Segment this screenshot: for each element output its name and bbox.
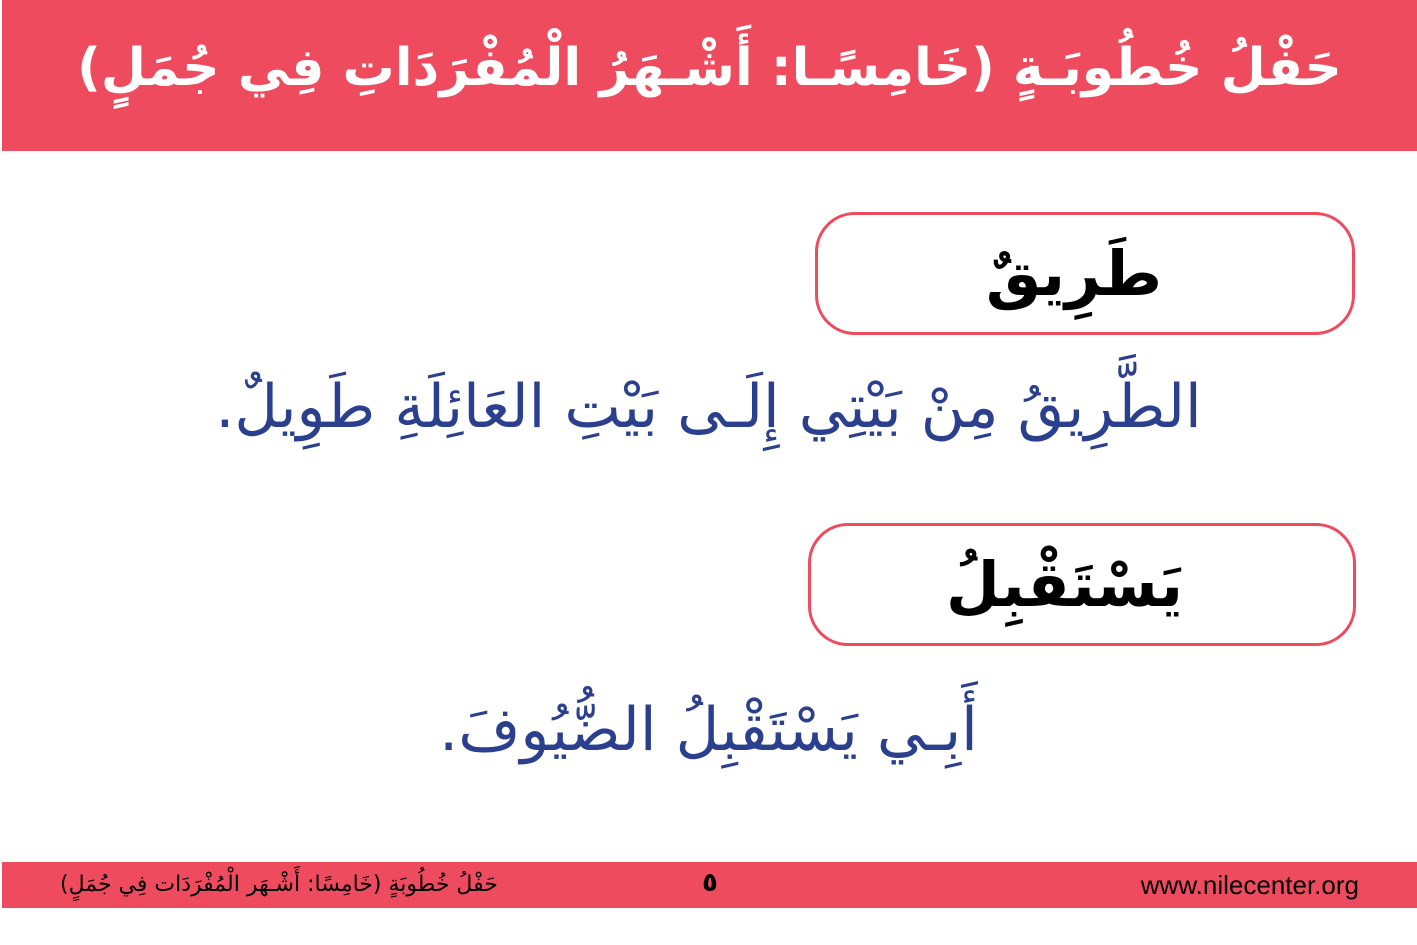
vocab-word-1: طَرِيقٌ — [985, 236, 1162, 310]
footer-url-link[interactable]: www.nilecenter.org — [1140, 870, 1359, 900]
vocab-word-box-1 — [815, 212, 1355, 335]
page-number: ٥ — [702, 868, 718, 898]
footer-title: حَفْلُ خُطُوبَةٍ (خَامِسًا: أَشْـهَر الْمُفْرَدَات فِي جُمَلٍ) — [60, 872, 498, 897]
example-sentence-1: الطَّرِيقُ مِنْ بَيْتِي إِلَـى بَيْتِ العَائِلَةِ طَوِيلٌ. — [215, 372, 1202, 442]
vocab-word-box-2 — [808, 523, 1356, 646]
header-bar — [2, 0, 1417, 151]
example-sentence-2: أَبِـي يَسْتَقْبِلُ الضُّيُوفَ. — [439, 695, 978, 765]
page-title: حَفْلُ خُطُوبَـةٍ (خَامِسًـا: أَشْـهَرُ الْمُفْرَدَاتِ فِي جُمَلٍ) — [77, 38, 1342, 98]
footer-bar — [2, 862, 1417, 908]
vocab-word-2: يَسْتَقْبِلُ — [946, 547, 1183, 621]
